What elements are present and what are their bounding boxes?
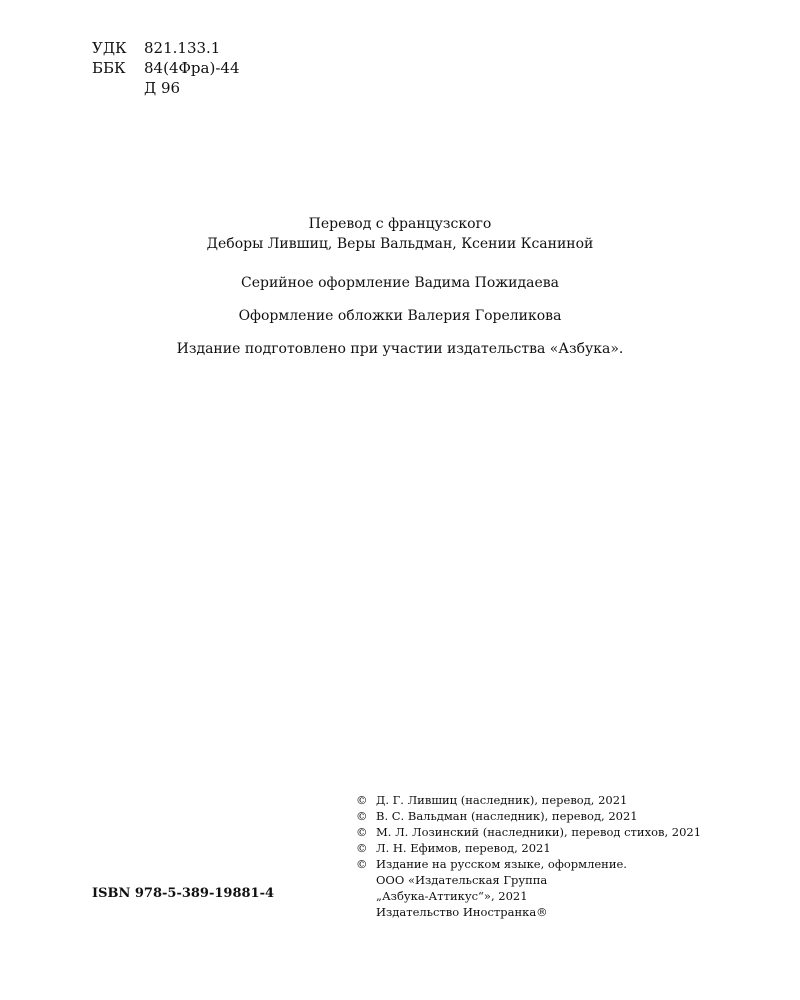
edition-note-text: Издание подготовлено при участии издательства «Азбука». [176, 341, 624, 357]
publisher-line-text: „Азбука-Аттикус“», 2021 [376, 889, 528, 903]
copyright-icon: © [356, 809, 368, 823]
copyright-entry [356, 808, 701, 824]
author-mark-value: Д 96 [144, 79, 181, 97]
bbk-value: 84(4Фра)-44 [144, 59, 240, 77]
publisher-line [356, 872, 701, 888]
series-design-text: Серийное оформление Вадима Пожидаева [241, 275, 559, 291]
copyright-entry [356, 792, 701, 808]
translation-line-1: Перевод с французского [308, 216, 492, 232]
publisher-line [356, 904, 701, 920]
author-mark-row [92, 78, 240, 98]
copyright-icon: © [356, 841, 368, 855]
author-mark-code [92, 78, 144, 98]
publisher-line-text: ООО «Издательская Группа [376, 873, 548, 887]
bbk-code: ББК [92, 59, 126, 77]
udk-value: 821.133.1 [144, 39, 221, 57]
cover-design-text: Оформление обложки Валерия Гореликова [238, 308, 562, 324]
publisher-line-text: Издательство Иностранка® [376, 905, 548, 919]
copyright-entry-text: М. Л. Лозинский (наследники), перевод стихов, 2021 [376, 825, 702, 839]
catalog-block [92, 38, 240, 98]
copyright-entry-text: В. С. Вальдман (наследник), перевод, 2021 [376, 809, 638, 823]
series-design-credit [0, 273, 800, 293]
udk-row [92, 38, 240, 58]
udk-code: УДК [92, 39, 127, 57]
copyright-entry [356, 840, 701, 856]
publisher-line [356, 888, 701, 904]
copyright-icon: © [356, 825, 368, 839]
copyright-icon: © [356, 793, 368, 807]
copyright-block [356, 792, 701, 920]
edition-note [0, 339, 800, 359]
translation-credit [0, 214, 800, 254]
copyright-entry [356, 824, 701, 840]
isbn: ISBN 978-5-389-19881-4 [92, 886, 275, 901]
translation-line-2: Деборы Лившиц, Веры Вальдман, Ксении Ксаниной [206, 236, 594, 252]
copyright-icon: © [356, 857, 368, 871]
copyright-entry-text: Издание на русском языке, оформление. [376, 857, 627, 871]
copyright-entry-text: Л. Н. Ефимов, перевод, 2021 [376, 841, 551, 855]
bbk-row [92, 58, 240, 78]
cover-design-credit [0, 306, 800, 326]
copyright-entry-text: Д. Г. Лившиц (наследник), перевод, 2021 [376, 793, 628, 807]
copyright-entry [356, 856, 701, 872]
